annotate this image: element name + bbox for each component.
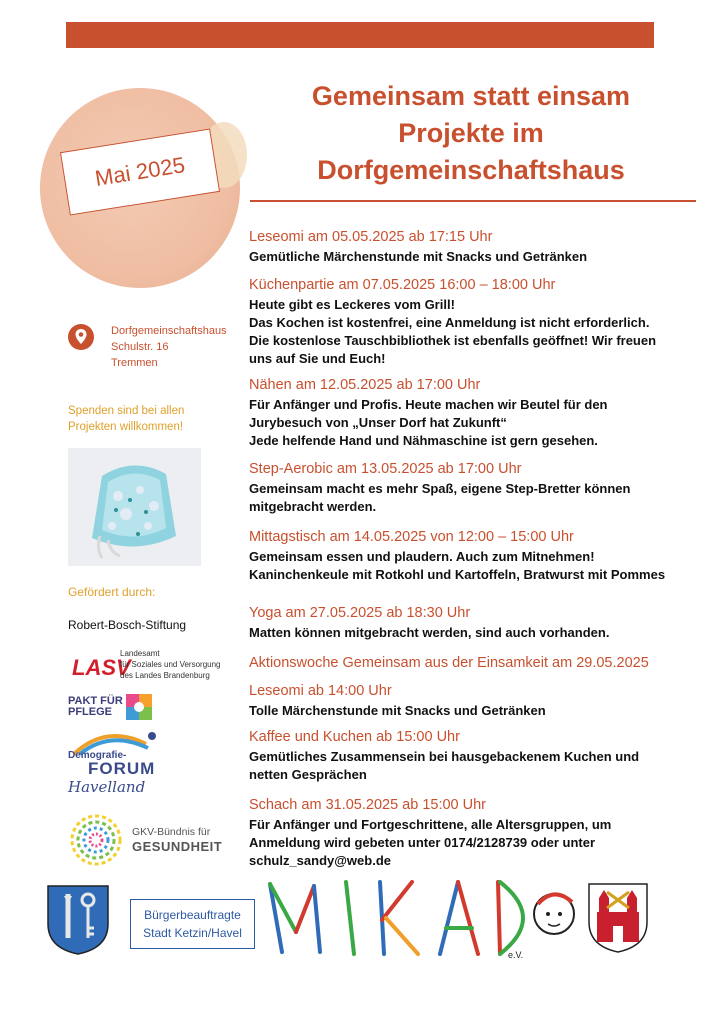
event-item [249, 228, 699, 266]
event-description [249, 296, 699, 368]
title-line: Gemeinsam statt einsam [311, 81, 631, 111]
fabric-bag-photo [68, 448, 201, 566]
event-item [249, 528, 699, 584]
event-heading: Yoga am 27.05.2025 ab 18:30 Uhr [249, 605, 471, 621]
address [111, 323, 227, 371]
event-description-line: Tolle Märchenstunde mit Snacks und Getränken [249, 703, 546, 718]
event-description [249, 480, 699, 516]
event-description-line: netten Gesprächen [249, 767, 367, 782]
event-description-line: Für Anfänger und Fortgeschrittene, alle Altersgruppen, um [249, 817, 612, 832]
event-heading: Mittagstisch am 14.05.2025 von 12:00 – 15:00 Uhr [249, 529, 574, 545]
event-item [249, 728, 699, 784]
lasv-logo [72, 648, 242, 688]
event-description-line: Die kostenlose Tauschbibliothek ist ebenfalls geöffnet! Wir freuen [249, 333, 657, 348]
event-heading: Küchenpartie am 07.05.2025 16:00 – 18:00 Uhr [249, 277, 556, 293]
pakt-line: PAKT FÜR [68, 695, 123, 707]
lasv-line: des Landes Brandenburg [120, 671, 210, 680]
event-description [249, 816, 699, 870]
event-item [249, 654, 699, 672]
event-description-line: Für Anfänger und Profis. Heute machen wir Beutel für den [249, 397, 608, 412]
event-item [249, 604, 699, 642]
sponsor-name: Robert-Bosch-Stiftung [68, 618, 187, 632]
donation-note: Spenden sind bei allen Projekten willkommen! [68, 405, 185, 433]
event-description [249, 248, 699, 266]
event-description-line: Gemeinsam essen und plaudern. Auch zum Mitnehmen! [249, 549, 595, 564]
title-line: Projekte im [398, 118, 544, 148]
top-accent-bar [66, 22, 654, 48]
event-heading: Schach am 31.05.2025 ab 15:00 Uhr [249, 797, 486, 813]
mikado-logo [262, 872, 582, 962]
event-description-line: Heute gibt es Leckeres vom Grill! [249, 297, 455, 312]
page-title [256, 78, 686, 189]
demografie-line: FORUM [88, 759, 156, 778]
event-item [249, 276, 699, 368]
mikado-suffix: e.V. [508, 950, 524, 960]
event-heading: Leseomi ab 14:00 Uhr [249, 683, 392, 699]
citizen-representative-box [130, 899, 255, 949]
coat-of-arms-right-icon [587, 882, 649, 954]
funded-by-label: Gefördert durch: [68, 585, 156, 599]
lasv-line: für Soziales und Versorgung [120, 660, 221, 669]
event-description-line: mitgebracht werden. [249, 499, 377, 514]
event-description-line: Jurybesuch von „Unser Dorf hat Zukunft“ [249, 415, 507, 430]
event-description-line: Anmeldung wird gebeten unter 0174/2128739 oder unter [249, 835, 596, 850]
event-description-line: uns auf Sie und Euch! [249, 351, 386, 366]
event-item [249, 460, 699, 516]
demografie-line: Havelland [68, 778, 146, 796]
gkv-buendnis-logo [66, 810, 236, 870]
event-item [249, 682, 699, 720]
event-description [249, 624, 699, 642]
title-line: Dorfgemeinschaftshaus [317, 155, 625, 185]
event-description [249, 702, 699, 720]
event-description [249, 748, 699, 784]
box-line: Stadt Ketzin/Havel [143, 926, 242, 940]
demografie-forum-logo [66, 728, 176, 796]
event-heading: Nähen am 12.05.2025 ab 17:00 Uhr [249, 377, 481, 393]
event-description [249, 396, 699, 450]
event-heading: Step-Aerobic am 13.05.2025 ab 17:00 Uhr [249, 461, 522, 477]
event-description-line: Das Kochen ist kostenfrei, eine Anmeldung ist nicht erforderlich. [249, 315, 650, 330]
event-description-line: Kaninchenkeule mit Rotkohl und Kartoffeln, Bratwurst mit Pommes [249, 567, 666, 582]
event-item [249, 796, 699, 870]
event-description-line: Gemütliche Märchenstunde mit Snacks und Getränken [249, 249, 588, 264]
address-line: Tremmen [111, 357, 158, 369]
month-text: Mai 2025 [93, 152, 187, 191]
event-description-line: Gemütliches Zusammensein bei hausgebackenem Kuchen und [249, 749, 640, 764]
box-line: Bürgerbeauftragte [144, 908, 241, 922]
title-divider [250, 200, 696, 202]
event-description-line: schulz_sandy@web.de [249, 853, 391, 868]
event-item [249, 376, 699, 450]
gkv-line: GESUNDHEIT [132, 839, 223, 854]
pakt-line: PFLEGE [68, 706, 113, 718]
lasv-logo-text: LASV [72, 655, 131, 680]
coat-of-arms-left-icon [46, 884, 110, 956]
demografie-line: Demografie- [68, 750, 127, 761]
pakt-fuer-pflege-logo [68, 694, 158, 722]
event-heading: Aktionswoche Gemeinsam aus der Einsamkeit am 29.05.2025 [249, 655, 649, 671]
address-line: Dorfgemeinschaftshaus [111, 325, 227, 337]
gkv-line: GKV-Bündnis für [132, 826, 211, 838]
event-description-line: Matten können mitgebracht werden, sind auch vorhanden. [249, 625, 610, 640]
event-heading: Kaffee und Kuchen ab 15:00 Uhr [249, 729, 460, 745]
location-pin-icon [68, 324, 94, 350]
event-description-line: Gemeinsam macht es mehr Spaß, eigene Step-Bretter können [249, 481, 631, 496]
event-heading: Leseomi am 05.05.2025 ab 17:15 Uhr [249, 229, 493, 245]
address-line: Schulstr. 16 [111, 341, 169, 353]
lasv-line: Landesamt [120, 649, 160, 658]
event-description-line: Jede helfende Hand und Nähmaschine ist gern gesehen. [249, 433, 598, 448]
event-description [249, 548, 699, 584]
